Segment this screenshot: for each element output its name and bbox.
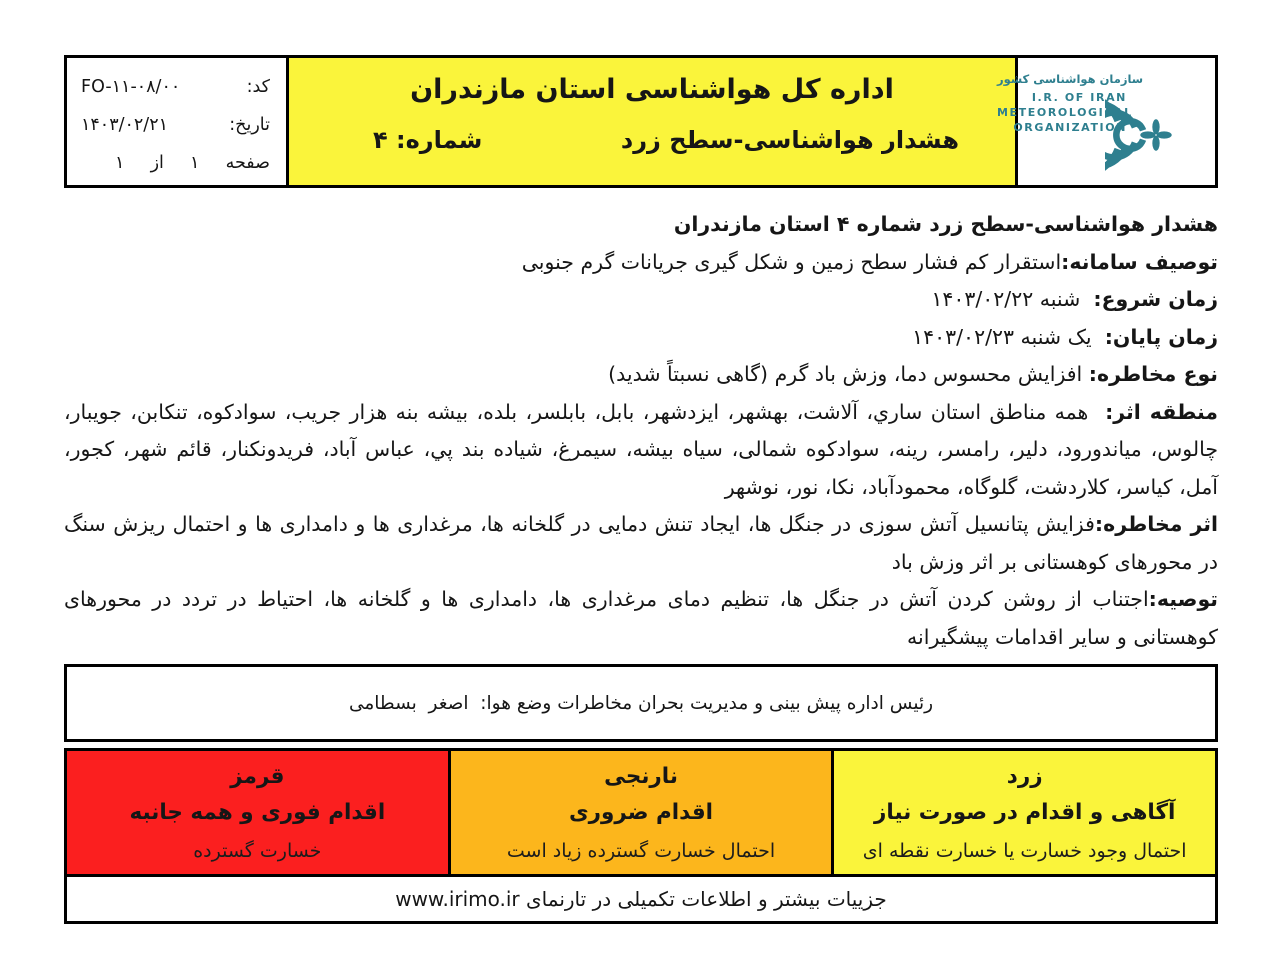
alert-orange-action: اقدام ضروری [568, 800, 714, 825]
page-label: صفحه [225, 153, 270, 173]
irimo-spiral-logo-icon [1105, 84, 1207, 186]
field-hazard-effect: اثر مخاطره:فزایش پتانسیل آتش سوزی در جنگل ها، ایجاد تنش دمایی در گلخانه ها، مرغداری ها و دامداری ها و احتمال ریزش سنگ در محورهای کوهستانی بر اثر وزش باد [64, 512, 1219, 574]
alert-yellow-name: زرد [1006, 764, 1043, 789]
alert-red-name: قرمز [230, 764, 285, 789]
footer-info-row [67, 874, 1215, 921]
page-of-label: از [150, 153, 164, 173]
date-value: ۱۴۰۳/۰۲/۲۱ [81, 115, 168, 135]
alert-cell-yellow [834, 751, 1215, 874]
alert-red-desc: خسارت گسترده [193, 840, 322, 862]
body-heading: هشدار هواشناسی-سطح زرد شماره ۴ استان مازندران [673, 212, 1218, 236]
alert-orange-desc: احتمال خسارت گسترده زیاد است [506, 840, 776, 862]
field-start-time: زمان شروع: شنبه ۱۴۰۳/۰۲/۲۲ [931, 287, 1218, 311]
warning-number: شماره: ۴ [373, 126, 483, 154]
logo-en-line3: ORGANIZATION [1013, 121, 1127, 134]
signature-text: رئیس اداره پیش بینی و مدیریت بحران مخاطرات وضع هوا: اصغر بسطامی [348, 692, 934, 714]
org-title: اداره کل هواشناسی استان مازندران [410, 74, 894, 105]
field-hazard-type: نوع مخاطره: افزایش محسوس دما، وزش باد گرم (گاهی نسبتاً شدید) [608, 362, 1218, 386]
alert-yellow-action: آگاهی و اقدام در صورت نیاز [874, 800, 1176, 825]
logo-cell [997, 58, 1215, 185]
date-label: تاریخ: [229, 115, 270, 135]
title-cell [289, 58, 1015, 185]
signature-box [64, 664, 1218, 742]
date-row [81, 106, 270, 144]
field-end-time: زمان پایان: یک شنبه ۱۴۰۳/۰۲/۲۳ [912, 324, 1218, 349]
page-row [81, 144, 270, 182]
code-row [81, 68, 270, 106]
logo-farsi-name: سازمان هواشناسی کشور [997, 72, 1144, 86]
page-total: ۱ [115, 153, 125, 173]
warning-body-text [64, 206, 1218, 656]
field-recommendation: توصیه:اجتناب از روشن کردن آتش در جنگل ها، تنظیم دمای مرغداری ها، دامداری ها و گلخانه ها، احتیاط در تردد در محورهای کوهستانی و سایر اقدامات پیشگیرانه [64, 587, 1218, 649]
field-affected-area: منطقه اثر: همه مناطق استان ساري، آلاشت، بهشهر، ایزدشهر، بابل، بابلسر، بلده، بیشه بنه هزار جریب، سوادکوه، تنکابن، جویبار، چالوس، میاندورود، دلیر، رامسر، رینه، سوادکوه شمالی، سیاه بیشه، سیمرغ، شیاده بند پي، عباس آباد، فریدونکنار، قائم شهر، کجور، آمل، کیاسر، کلاردشت، گلوگاه، محمودآباد، نکا، نور، نوشهر [64, 399, 1219, 499]
footer-info-text: جزییات بیشتر و اطلاعات تکمیلی در تارنمای www.irimo.ir [395, 887, 887, 911]
alert-cell-orange [451, 751, 835, 874]
alert-orange-name: نارنجی [604, 764, 678, 789]
alert-red-action: اقدام فوری و همه جانبه [129, 800, 386, 825]
document-header [64, 55, 1218, 188]
alert-cell-red [67, 751, 451, 874]
warning-row [289, 126, 1015, 154]
warning-level-title: هشدار هواشناسی-سطح زرد [620, 126, 959, 154]
logo-en-line2: METEOROLOGICAL [997, 106, 1133, 119]
logo-en-line1: I.R. OF IRAN [1031, 91, 1127, 104]
code-label: کد: [246, 77, 270, 97]
alert-legend-row [67, 751, 1215, 874]
meta-cell [67, 58, 289, 185]
field-system-description: توصیف سامانه:استقرار کم فشار سطح زمین و شکل گیری جریانات گرم جنوبی [521, 249, 1218, 274]
code-value: FO-۱۱-۰۸/۰۰ [81, 77, 181, 97]
alert-legend-table [64, 748, 1218, 924]
alert-yellow-desc: احتمال وجود خسارت یا خسارت نقطه ای [862, 840, 1187, 862]
page-number: ۱ [190, 153, 200, 173]
